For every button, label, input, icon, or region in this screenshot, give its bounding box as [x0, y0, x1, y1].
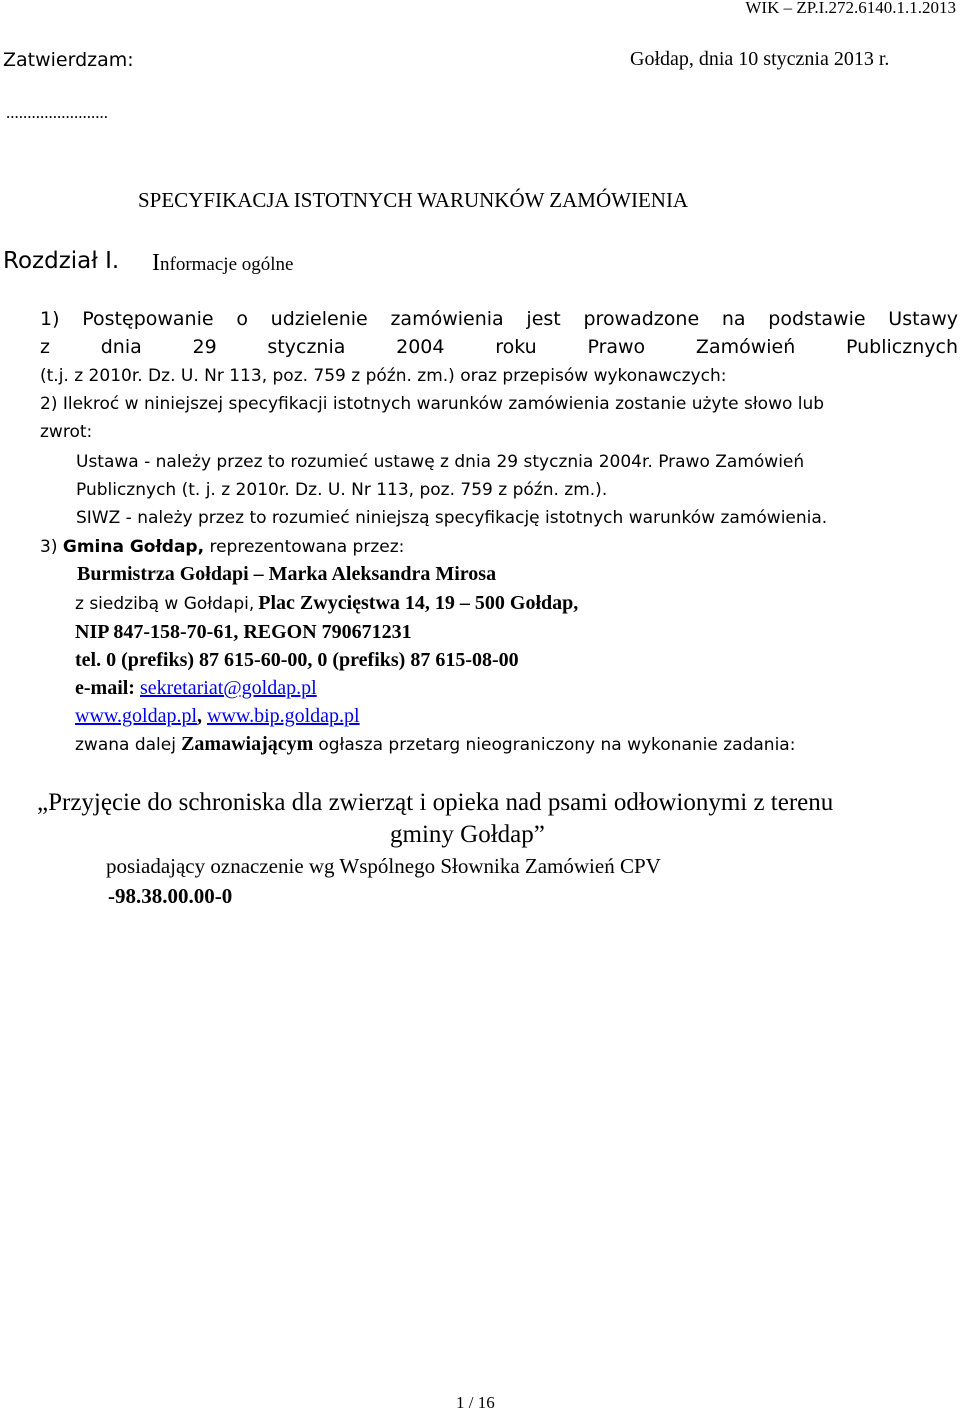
cpv-code-value: -98.38.00.00-0 — [108, 884, 233, 908]
section1-line1: 1) Postępowanie o udzielenie zamówienia jest prowadzone na podstawie Ustawy — [40, 308, 958, 330]
website-separator: , — [197, 705, 203, 727]
document-title: SPECYFIKACJA ISTOTNYCH WARUNKÓW ZAMÓWIENIA — [138, 188, 689, 212]
website-link[interactable]: www.goldap.pl — [75, 705, 198, 727]
mayor-name: Burmistrza Gołdapi – Marka Aleksandra Mirosa — [77, 563, 497, 585]
section2-line1: 2) Ilekroć w niniejszej specyfikacji istotnych warunków zamówienia zostanie użyte słowo lub — [40, 394, 825, 414]
task-title-line1: „Przyjęcie do schroniska dla zwierząt i opieka nad psami odłowionymi z terenu — [37, 789, 834, 816]
seat-line — [75, 592, 578, 615]
seat-address: Plac Zwycięstwa 14, 19 – 500 Gołdap, — [258, 592, 579, 614]
announcement-line — [75, 733, 795, 756]
approve-label: Zatwierdzam: — [3, 49, 134, 71]
contracting-entity: Gmina Gołdap, — [62, 537, 205, 557]
document-reference: WIK – ZP.I.272.6140.1.1.2013 — [745, 0, 956, 17]
cpv-code — [108, 884, 232, 909]
announce-prefix: zwana dalej — [75, 735, 176, 755]
chapter-label: Rozdział I. — [3, 248, 120, 274]
definition-siwz: SIWZ - należy przez to rozumieć niniejszą specyfikację istotnych warunków zamówienia. — [76, 508, 828, 528]
email-link[interactable]: sekretariat@goldap.pl — [139, 677, 317, 699]
announce-rest: ogłasza przetarg nieograniczony na wykonanie zadania: — [318, 735, 796, 755]
place-date: Gołdap, dnia 10 stycznia 2013 r. — [630, 48, 890, 70]
email-label: e-mail: — [75, 677, 135, 699]
website-line — [75, 705, 360, 728]
phone-numbers: tel. 0 (prefiks) 87 615-60-00, 0 (prefiks) 87 615-08-00 — [75, 649, 519, 671]
signature-dots: ........................ — [6, 103, 108, 122]
chapter-title-initial: I — [152, 250, 160, 276]
tax-ids: NIP 847-158-70-61, REGON 790671231 — [75, 621, 412, 643]
announce-bold: Zamawiającym — [181, 733, 314, 755]
bip-website-link[interactable]: www.bip.goldap.pl — [207, 705, 360, 727]
section1-line3: (t.j. z 2010r. Dz. U. Nr 113, poz. 759 z późn. zm.) oraz przepisów wykonawczych: — [40, 366, 727, 386]
task-title-line2: gminy Gołdap” — [390, 821, 545, 848]
definition-ustawa-line2: Publicznych (t. j. z 2010r. Dz. U. Nr 113, poz. 759 z późn. zm.). — [76, 480, 608, 500]
chapter-title-rest: nformacje ogólne — [160, 254, 294, 275]
represented-by: reprezentowana przez: — [209, 537, 405, 557]
seat-prefix: z siedzibą w Gołdapi, — [75, 594, 255, 614]
definition-ustawa-line1: Ustawa - należy przez to rozumieć ustawę z dnia 29 stycznia 2004r. Prawo Zamówień — [76, 452, 805, 472]
email-line — [75, 677, 317, 700]
section3-intro — [40, 537, 404, 557]
chapter-title — [152, 250, 293, 277]
section1-line2: z dnia 29 stycznia 2004 roku Prawo Zamówień Publicznych — [40, 336, 958, 358]
page-number: 1 / 16 — [456, 1393, 495, 1412]
section2-line2: zwrot: — [40, 422, 93, 442]
cpv-label: posiadający oznaczenie wg Wspólnego Słownika Zamówień CPV — [106, 854, 661, 878]
section3-prefix: 3) — [40, 537, 58, 557]
